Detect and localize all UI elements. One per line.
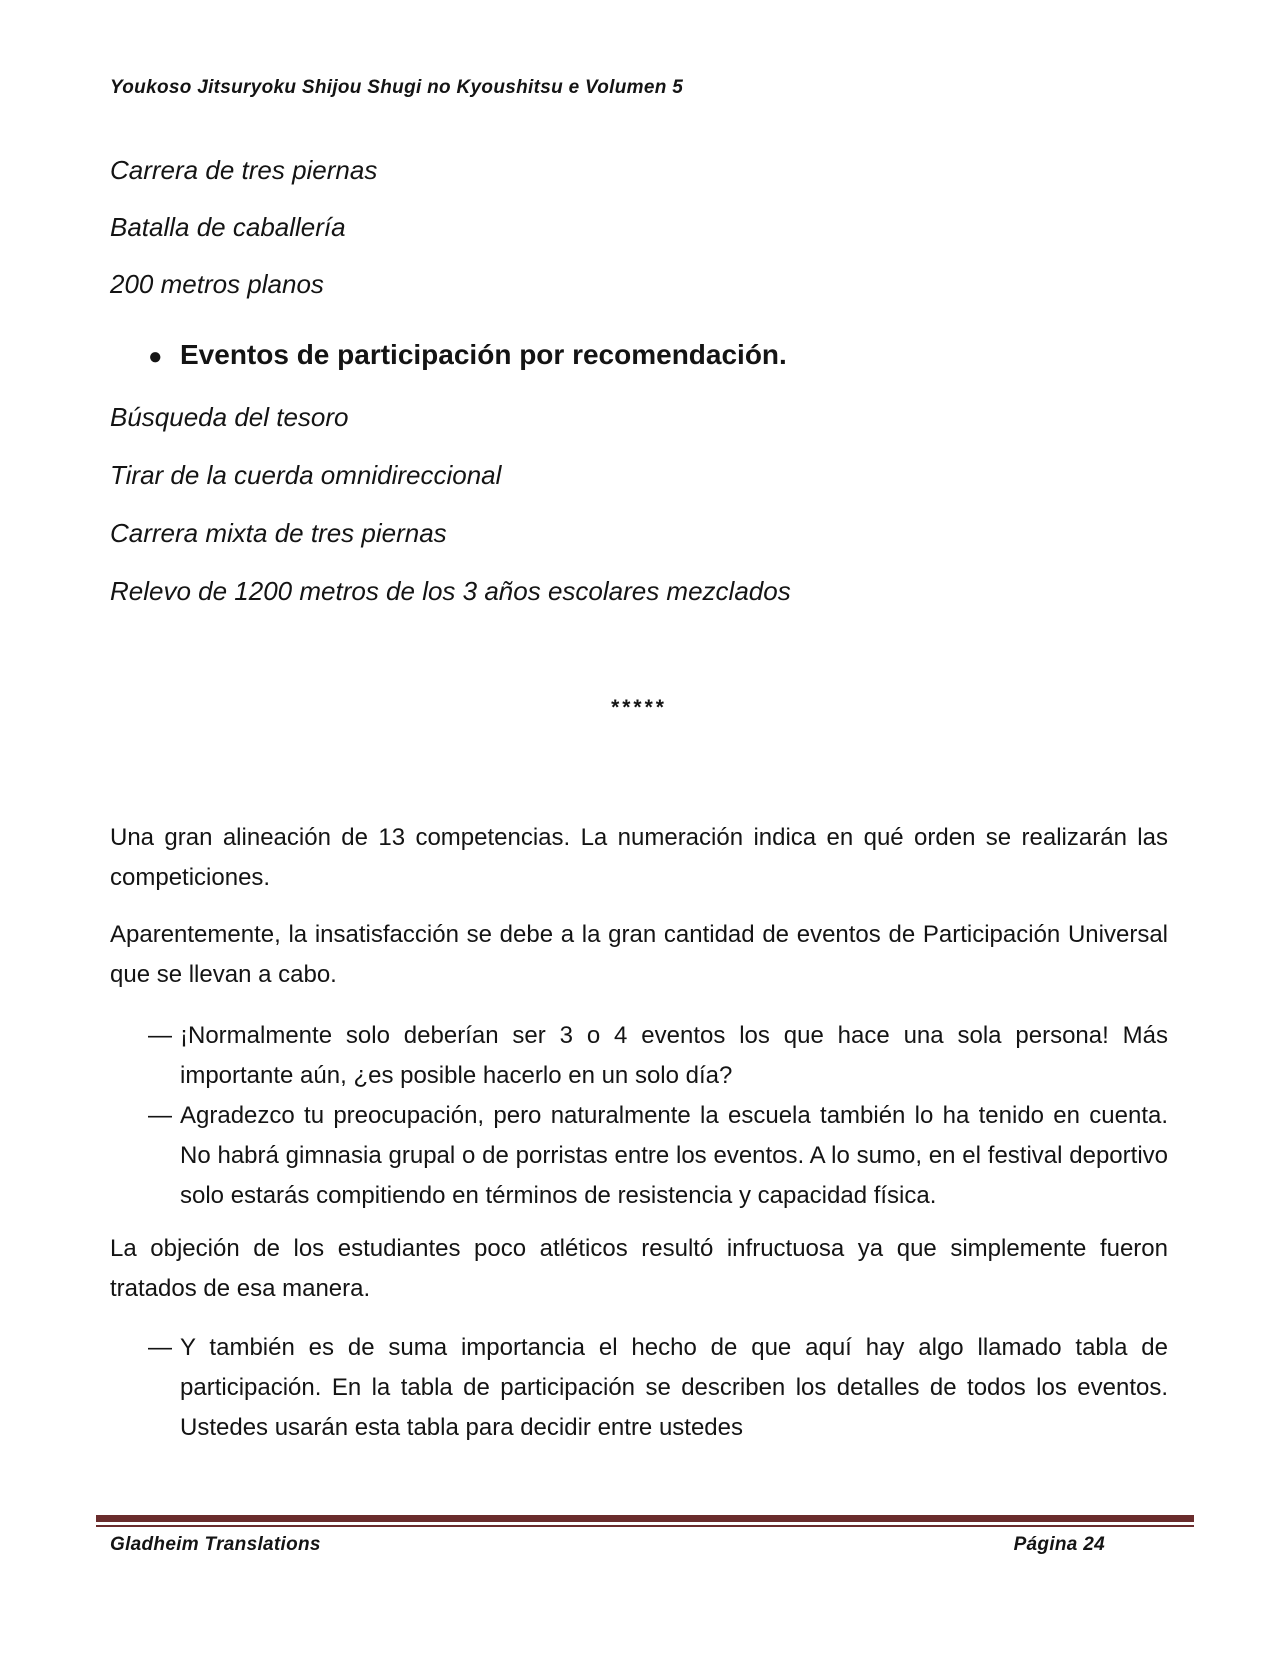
page-header-title: Youkoso Jitsuryoku Shijou Shugi no Kyoushitsu e Volumen 5 (110, 77, 684, 98)
paragraph: La objeción de los estudiantes poco atléticos resultó infructuosa ya que simplemente fueron tratados de esa manera. (110, 1235, 1168, 1302)
bullet-icon: ● (148, 343, 163, 370)
paragraph: Aparentemente, la insatisfacción se debe a la gran cantidad de eventos de Participación Universal que se llevan a cabo. (110, 921, 1168, 988)
event-item: 200 metros planos (110, 269, 324, 299)
footer-page-number: Página 24 (1013, 1534, 1105, 1555)
paragraph: Una gran alineación de 13 competencias. La numeración indica en qué orden se realizarán las competiciones. (110, 824, 1168, 891)
bullet-heading-text: Eventos de participación por recomendación. (180, 339, 787, 370)
scene-separator-stars: ***** (611, 696, 667, 719)
em-dash-icon: — (148, 1334, 172, 1361)
footer-row (96, 1534, 1194, 1556)
event-item: Relevo de 1200 metros de los 3 años escolares mezclados (110, 576, 791, 606)
event-item: Tirar de la cuerda omnidireccional (110, 460, 502, 490)
em-dash-icon: — (148, 1102, 172, 1129)
em-dash-icon: — (148, 1022, 172, 1049)
event-item: Búsqueda del tesoro (110, 402, 349, 432)
footer-divider-thick-line (96, 1515, 1194, 1522)
footer-translator-credit: Gladheim Translations (110, 1534, 321, 1555)
footer-divider (96, 1515, 1194, 1527)
dialogue-item (148, 1016, 1168, 1096)
event-item: Carrera de tres piernas (110, 155, 378, 185)
footer-divider-thin-line (96, 1525, 1194, 1527)
dialogue-item (148, 1328, 1168, 1448)
page-content (0, 78, 1280, 1448)
bullet-heading-row (148, 340, 1168, 371)
dialogue-item (148, 1096, 1168, 1216)
event-item: Carrera mixta de tres piernas (110, 518, 447, 548)
dialogue-text: Agradezco tu preocupación, pero naturalmente la escuela también lo ha tenido en cuenta. No habrá gimnasia grupal o de porristas entre los eventos. A lo sumo, en el festival deportivo solo estarás compitiendo en términos de resistencia y capacidad física. (180, 1102, 1168, 1209)
dialogue-text: ¡Normalmente solo deberían ser 3 o 4 eventos los que hace una sola persona! Más importante aún, ¿es posible hacerlo en un solo día? (180, 1022, 1168, 1089)
event-item: Batalla de caballería (110, 212, 346, 242)
dialogue-text: Y también es de suma importancia el hecho de que aquí hay algo llamado tabla de participación. En la tabla de participación se describen los detalles de todos los eventos. Ustedes usarán esta tabla para decidir entre ustedes (180, 1334, 1168, 1441)
page-footer (96, 1515, 1194, 1556)
